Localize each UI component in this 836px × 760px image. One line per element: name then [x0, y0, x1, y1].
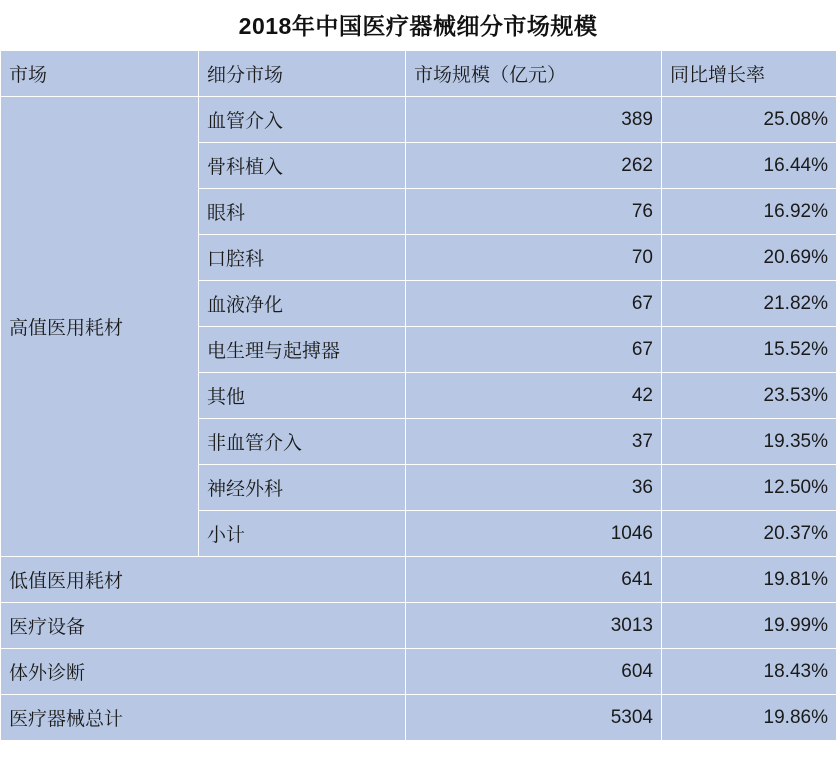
submarket-name: 小计	[199, 511, 406, 557]
table-row	[1, 649, 836, 695]
market-size-value: 67	[406, 327, 662, 373]
market-size-value: 76	[406, 189, 662, 235]
category-name: 医疗设备	[1, 603, 406, 649]
category-name: 低值医用耗材	[1, 557, 406, 603]
table-row-total	[1, 695, 836, 741]
group-label-high-value: 高值医用耗材	[1, 97, 199, 557]
header-growth-rate: 同比增长率	[662, 51, 836, 97]
growth-rate-value: 16.44%	[662, 143, 836, 189]
market-size-value: 641	[406, 557, 662, 603]
growth-rate-value: 23.53%	[662, 373, 836, 419]
header-market-size: 市场规模（亿元）	[406, 51, 662, 97]
table-row	[1, 603, 836, 649]
submarket-name: 骨科植入	[199, 143, 406, 189]
market-size-value: 70	[406, 235, 662, 281]
submarket-name: 电生理与起搏器	[199, 327, 406, 373]
growth-rate-value: 18.43%	[662, 649, 836, 695]
growth-rate-value: 19.86%	[662, 695, 836, 741]
table-header-row	[1, 51, 836, 97]
submarket-name: 口腔科	[199, 235, 406, 281]
growth-rate-value: 15.52%	[662, 327, 836, 373]
market-size-value: 5304	[406, 695, 662, 741]
submarket-name: 血管介入	[199, 97, 406, 143]
market-size-table	[0, 50, 836, 741]
market-size-value: 262	[406, 143, 662, 189]
submarket-name: 非血管介入	[199, 419, 406, 465]
market-size-value: 3013	[406, 603, 662, 649]
submarket-name: 其他	[199, 373, 406, 419]
market-size-value: 67	[406, 281, 662, 327]
table-row	[1, 97, 836, 143]
table-row	[1, 557, 836, 603]
category-name: 医疗器械总计	[1, 695, 406, 741]
growth-rate-value: 19.99%	[662, 603, 836, 649]
growth-rate-value: 16.92%	[662, 189, 836, 235]
submarket-name: 血液净化	[199, 281, 406, 327]
page-title: 2018年中国医疗器械细分市场规模	[238, 13, 598, 39]
growth-rate-value: 25.08%	[662, 97, 836, 143]
submarket-name: 神经外科	[199, 465, 406, 511]
header-submarket: 细分市场	[199, 51, 406, 97]
growth-rate-value: 12.50%	[662, 465, 836, 511]
market-size-value: 42	[406, 373, 662, 419]
header-market: 市场	[1, 51, 199, 97]
growth-rate-value: 20.69%	[662, 235, 836, 281]
growth-rate-value: 20.37%	[662, 511, 836, 557]
market-size-value: 36	[406, 465, 662, 511]
market-size-value: 604	[406, 649, 662, 695]
category-name: 体外诊断	[1, 649, 406, 695]
growth-rate-value: 19.35%	[662, 419, 836, 465]
market-size-value: 1046	[406, 511, 662, 557]
growth-rate-value: 21.82%	[662, 281, 836, 327]
market-size-value: 37	[406, 419, 662, 465]
submarket-name: 眼科	[199, 189, 406, 235]
growth-rate-value: 19.81%	[662, 557, 836, 603]
market-size-value: 389	[406, 97, 662, 143]
